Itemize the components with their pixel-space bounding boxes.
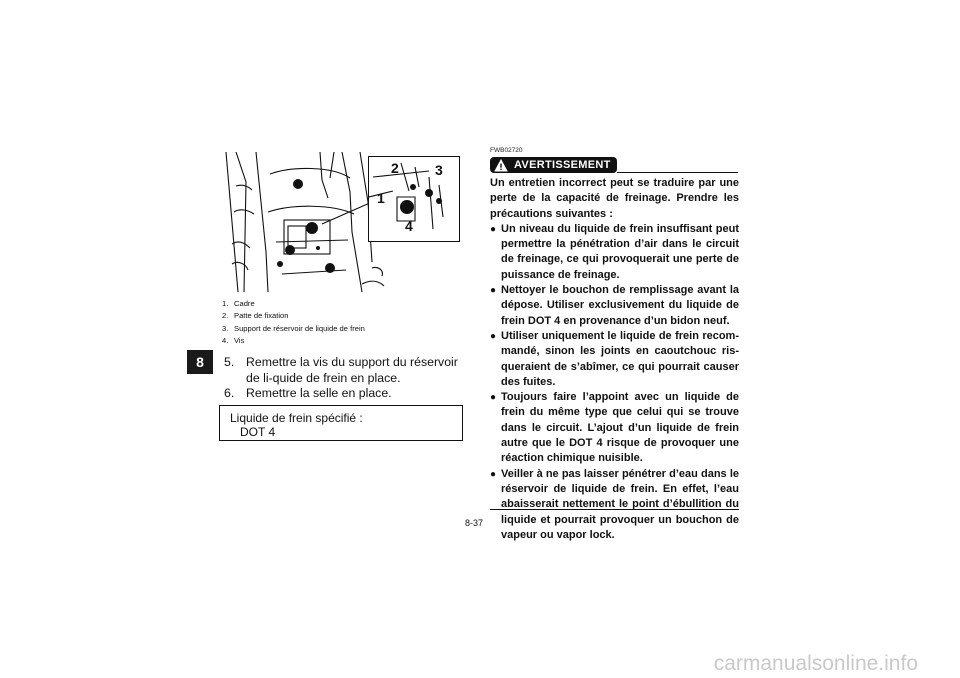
warning-label	[490, 157, 617, 173]
warning-body	[490, 176, 739, 543]
warning-title: AVERTISSEMENT	[514, 159, 611, 171]
bullet-dot-icon: ●	[490, 223, 497, 235]
callout-label-3: 3	[435, 162, 443, 178]
spec-label: Liquide de frein spécifié :	[230, 411, 363, 425]
warning-header	[490, 157, 738, 175]
warning-bullet-text: Toujours faire l’appoint avec un liquide de frein du même type que celui qui se trouve dans le circuit. L’ajout d’un liquide de frein autre que le DOT 4 risque de provoquer une réaction chimique nuisible.	[501, 391, 739, 465]
warning-intro: Un entretien incorrect peut se traduire par une perte de la capacité de freinage. Prendre les précautions suivantes :	[490, 177, 739, 220]
legend-text: Cadre	[234, 299, 255, 308]
bullet-dot-icon: ●	[490, 330, 497, 342]
step-number: 5.	[224, 355, 235, 369]
step-item	[224, 355, 469, 386]
bullet-dot-icon: ●	[490, 468, 497, 480]
specification-box	[219, 405, 463, 441]
warning-bullet	[490, 329, 739, 390]
legend-number: 2.	[222, 311, 229, 321]
warning-end-rule	[490, 509, 739, 510]
warning-header-rule	[617, 172, 738, 173]
step-number: 6.	[224, 386, 235, 400]
warning-code: FWB02720	[490, 147, 523, 154]
bullet-dot-icon: ●	[490, 285, 497, 297]
legend-item	[222, 335, 365, 347]
warning-bullet-text: Nettoyer le bouchon de remplissage avant la dépose. Utiliser exclusivement du liquide de frein DOT 4 en provenance d’un bidon neuf.	[501, 284, 739, 327]
legend-number: 1.	[222, 299, 229, 308]
warning-bullet	[490, 467, 739, 543]
warning-bullet-text: Un niveau du liquide de frein insuffisant peut permettre la pénétration d’air dans le circuit de freinage, ce qui provoquerait une perte de puissance de freinage.	[501, 222, 739, 281]
warning-bullet-text: Utiliser uniquement le liquide de frein recom-mandé, sinon les joints en caoutchouc ris-queraient de s’abîmer, ce qui pourrait causer des fuites.	[501, 329, 739, 388]
legend-item	[222, 298, 365, 310]
callout-label-2: 2	[391, 160, 399, 176]
callout-label-1: 1	[377, 190, 385, 206]
legend-item	[222, 310, 365, 322]
procedure-steps	[224, 355, 469, 402]
legend-item	[222, 323, 365, 335]
warning-bullet-text: Veiller à ne pas laisser pénétrer d’eau dans le réservoir de liquide de frein. En effet, l’eau abaisserait nettement le point d’ébullition du liquide et pourrait provoquer un bouchon de vapeur ou vapor lock.	[501, 467, 739, 541]
legend-text: Patte de fixation	[234, 311, 289, 321]
legend-number: 4.	[222, 335, 229, 345]
step-item	[224, 386, 469, 402]
bullet-dot-icon: ●	[490, 392, 497, 404]
legend-text: Support de réservoir de liquide de frein	[234, 323, 365, 333]
step-text: Remettre la vis du support du réservoir de li-quide de frein en place.	[246, 355, 458, 385]
callout-label-4: 4	[405, 218, 413, 234]
warning-triangle-icon	[494, 159, 508, 172]
brake-reservoir-illustration	[222, 152, 462, 292]
step-text: Remettre la selle en place.	[246, 386, 392, 400]
figure-legend	[222, 298, 365, 347]
legend-text: Vis	[234, 335, 245, 345]
page-number: 8-37	[465, 518, 484, 528]
chapter-tab	[187, 350, 213, 374]
chapter-number: 8	[196, 354, 204, 370]
watermark: carmanualsonline.info	[713, 652, 918, 675]
detail-callout-box	[368, 156, 460, 242]
warning-bullet	[490, 390, 739, 466]
warning-bullet	[490, 222, 739, 283]
legend-number: 3.	[222, 323, 229, 333]
warning-bullet	[490, 283, 739, 329]
spec-value: DOT 4	[240, 425, 276, 439]
